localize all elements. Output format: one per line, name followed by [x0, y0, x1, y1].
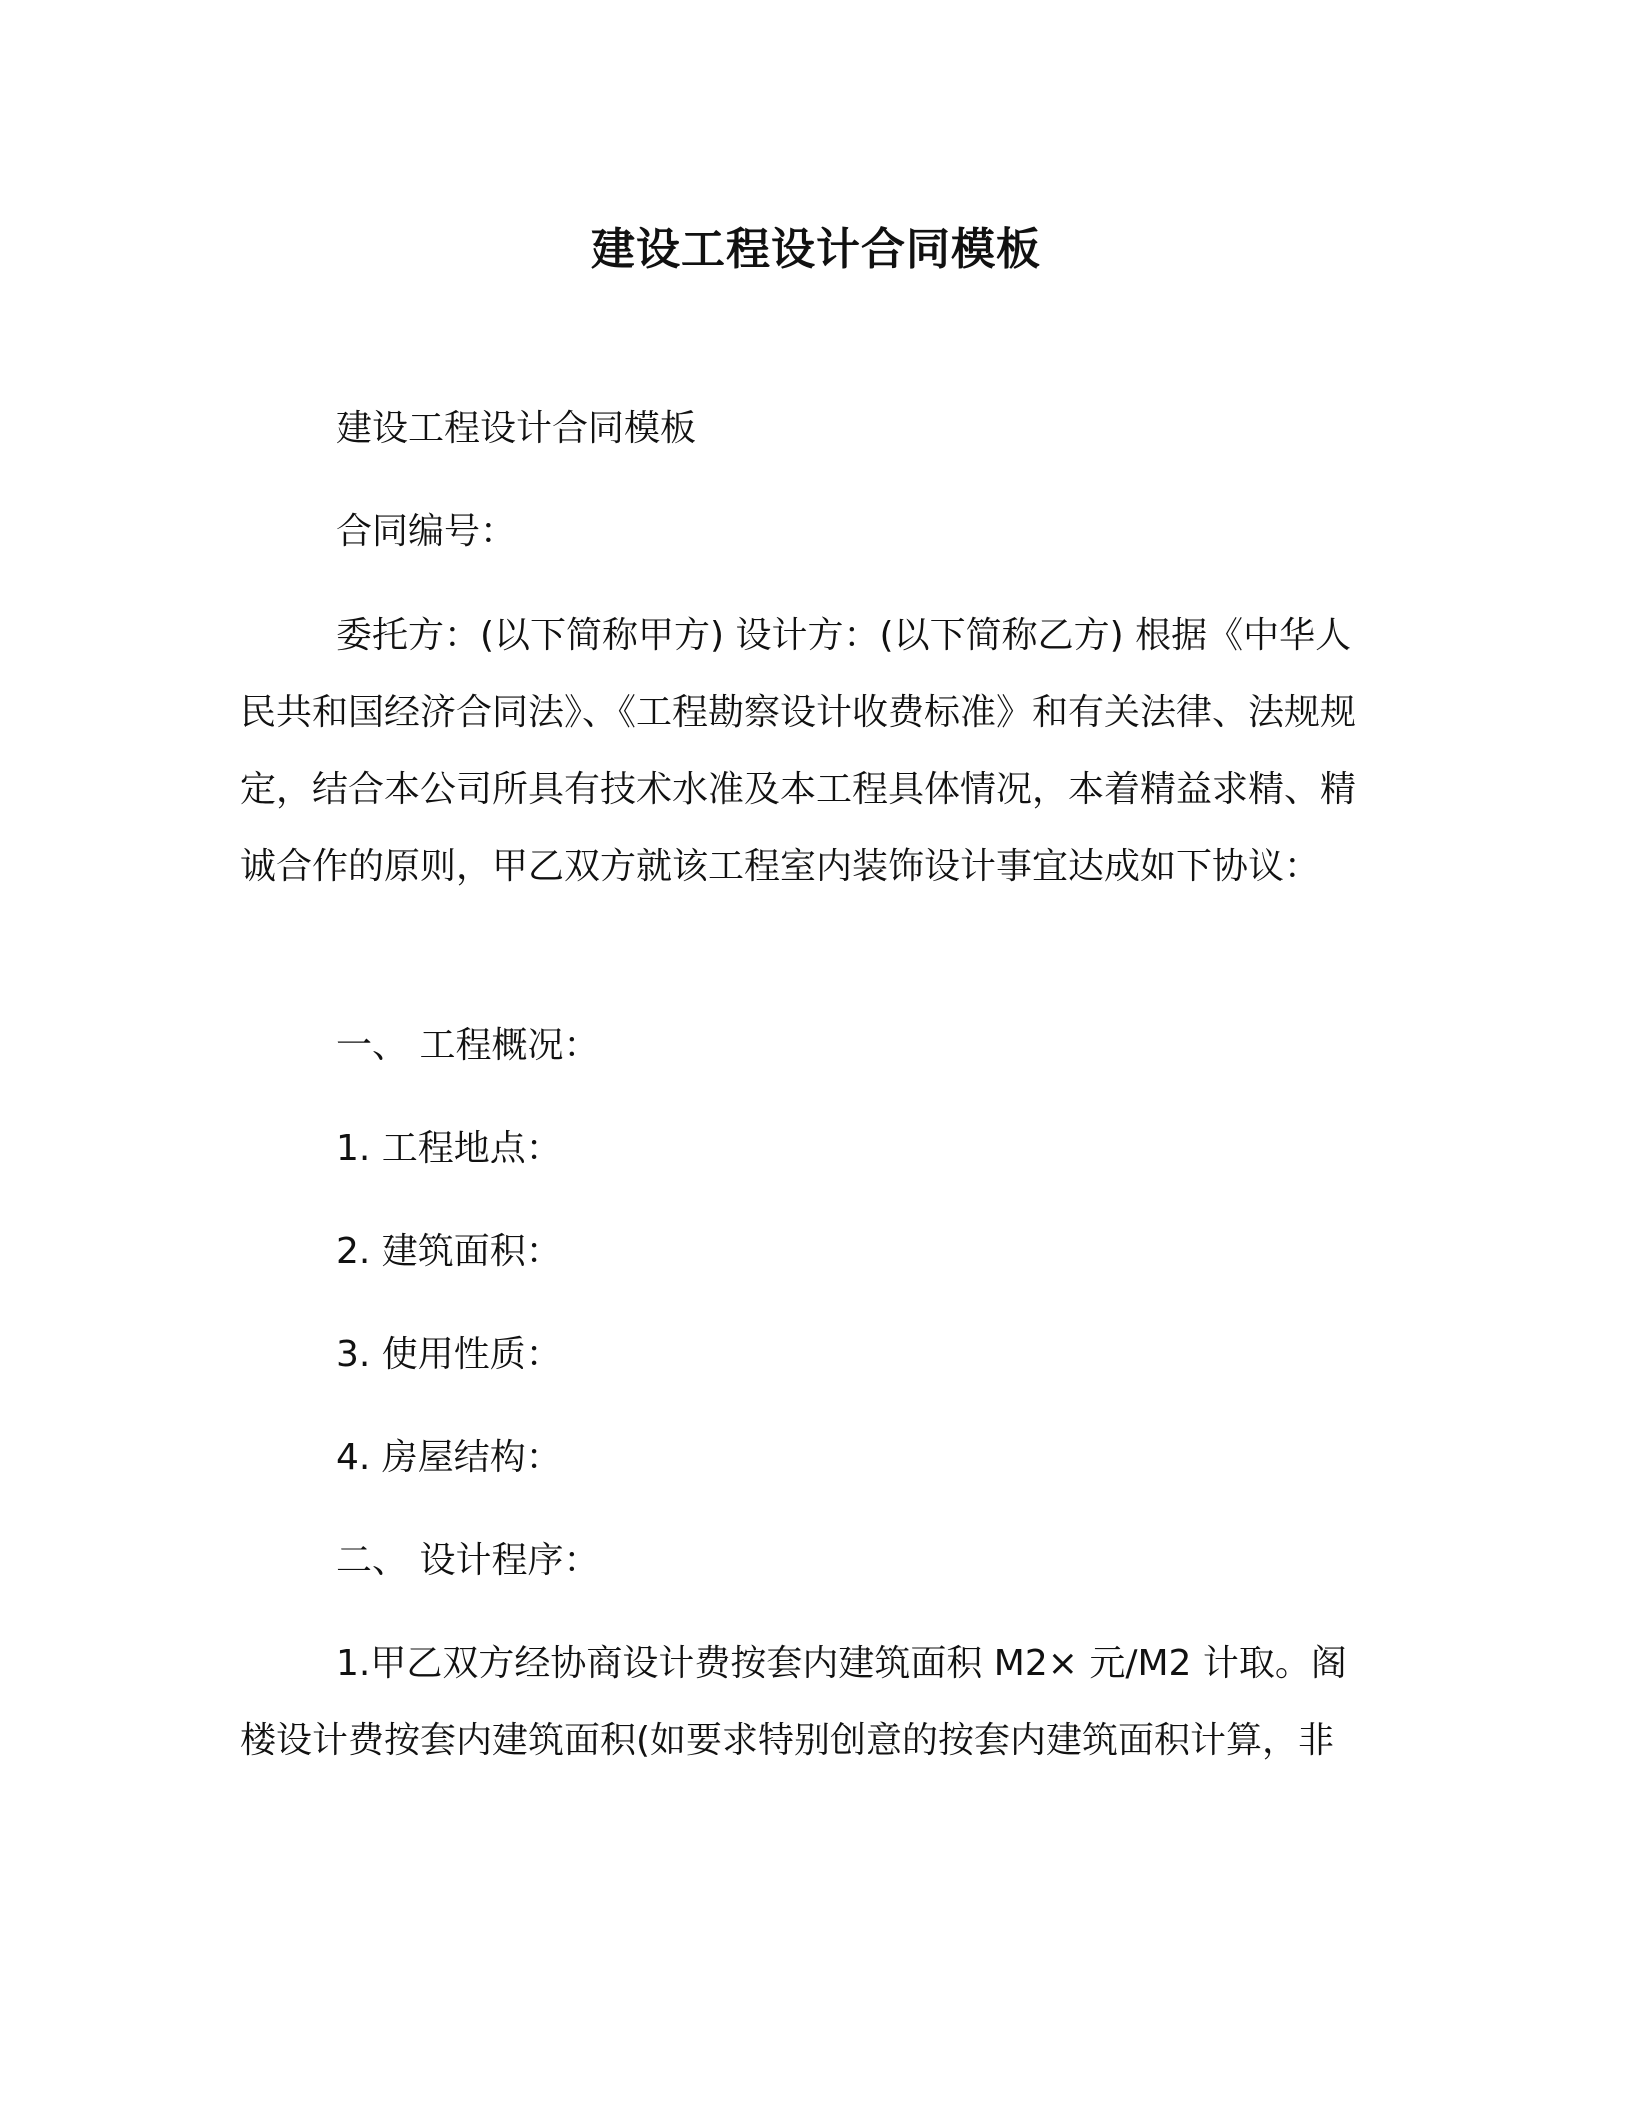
intro-paragraph: 委托方：(以下简称甲方) 设计方：(以下简称乙方) 根据《中华人民共和国经济合同法》、《工程勘察设计收费标准》和有关法律、法规规定，结合本公司所具有技术水准及本工程具体情况，本着精益求精、精诚合作的原则，甲乙双方就该工程室内装饰设计事宜达成如下协议： [240, 615, 1357, 887]
project-location-item: 1. 工程地点： [336, 1128, 562, 1169]
house-structure-item: 4. 房屋结构： [336, 1437, 562, 1478]
section-heading-project-overview: 一、 工程概况： [336, 1025, 600, 1066]
building-area-item: 2. 建筑面积： [336, 1231, 562, 1272]
design-fee-paragraph: 1.甲乙双方经协商设计费按套内建筑面积 M2× 元/M2 计取。阁楼设计费按套内建筑面积(如要求特别创意的按套内建筑面积计算，非 [240, 1643, 1347, 1761]
section-heading-design-procedure: 二、 设计程序： [336, 1540, 600, 1581]
document-subtitle: 建设工程设计合同模板 [336, 408, 697, 449]
usage-nature-item: 3. 使用性质： [336, 1334, 562, 1375]
contract-number-label: 合同编号： [336, 511, 517, 552]
document-title: 建设工程设计合同模板 [591, 224, 1041, 275]
